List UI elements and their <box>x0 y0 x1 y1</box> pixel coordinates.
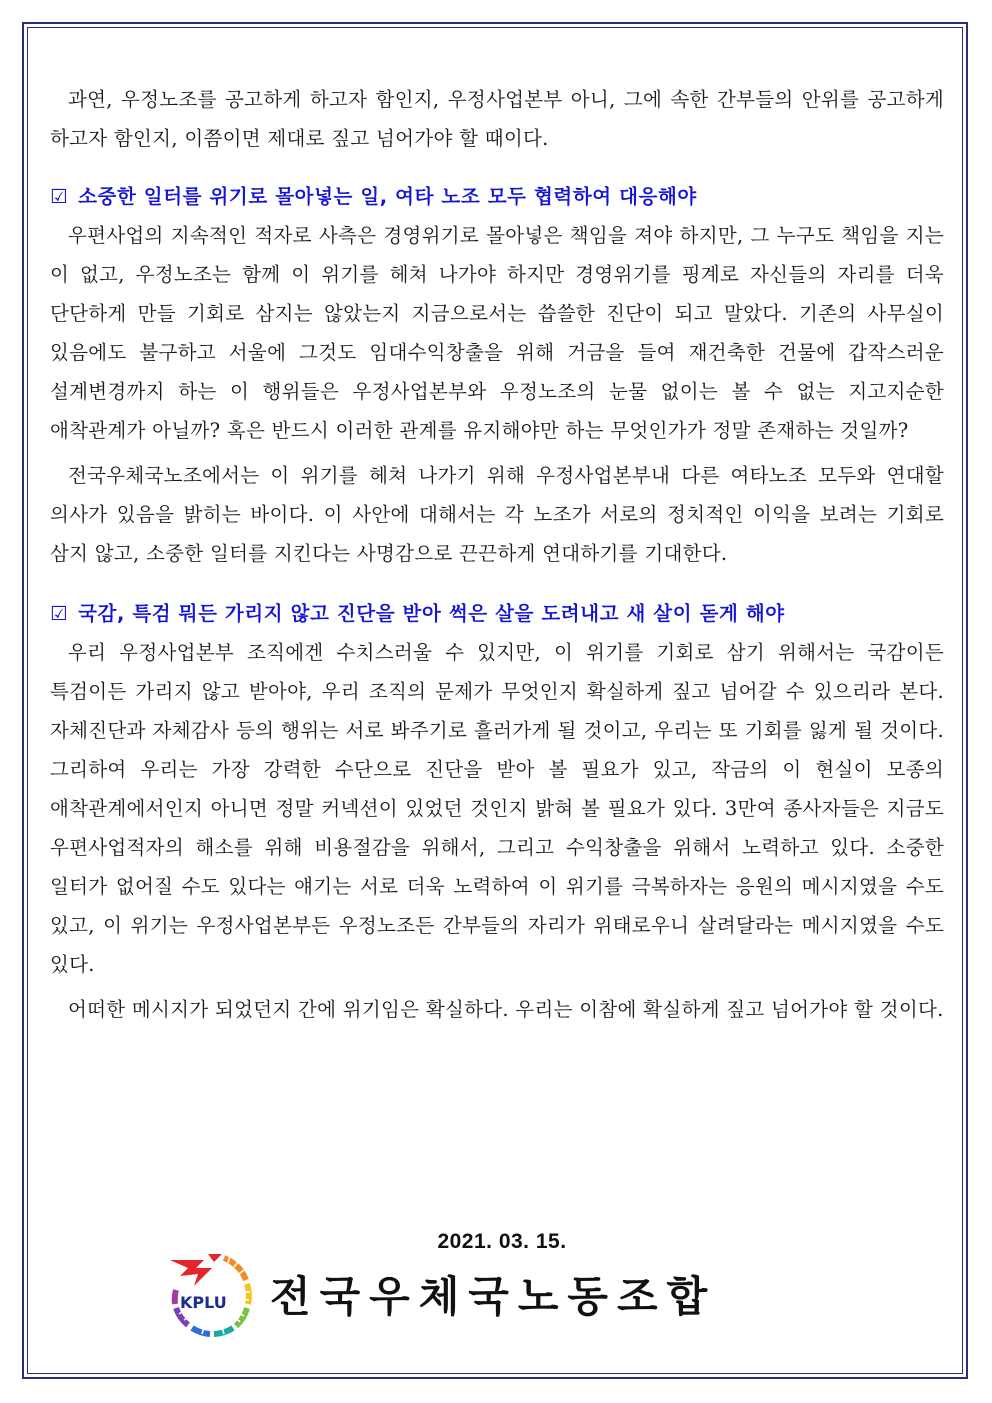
union-logo-graphic <box>164 1246 260 1342</box>
organization-name: 전국우체국노동조합 <box>270 1272 717 1321</box>
section-heading-2 <box>50 595 944 633</box>
section1-paragraph-1: 우편사업의 지속적인 적자로 사측은 경영위기로 몰아넣은 책임을 져야 하지만, 그 누구도 책임을 지는 이 없고, 우정노조는 함께 이 위기를 헤쳐 나가야 하지만 경영위기를 핑계로 자신들의 자리를 더욱 단단하게 만들 기회로 삼지는 않았는지 지금으로서는 씁쓸한 진단이 되고 말았다. 기존의 사무실이 있음에도 불구하고 서울에 그것도 임대수익창출을 위해 거금을 들여 재건축한 건물에 갑작스러운 설계변경까지 하는 이 행위들은 우정사업본부와 우정노조의 눈물 없이는 볼 수 없는 지고지순한 애착관계가 아닐까? 혹은 반드시 이러한 관계를 유지해야만 하는 무엇인가가 정말 존재하는 것일까? <box>50 224 944 442</box>
section-heading-1-text: 소중한 일터를 위기로 몰아넣는 일, 여타 노조 모두 협력하여 대응해야 <box>78 185 697 208</box>
checkbox-icon: ☑ <box>50 602 69 625</box>
intro-paragraph: 과연, 우정노조를 공고하게 하고자 함인지, 우정사업본부 아니, 그에 속한 간부들의 안위를 공고하게 하고자 함인지, 이쯤이면 제대로 짚고 넘어가야 할 때이다. <box>50 88 944 150</box>
section-heading-2-text: 국감, 특검 뭐든 가리지 않고 진단을 받아 썩은 살을 도려내고 새 살이 돋게 해야 <box>78 602 785 625</box>
organization-signature <box>164 1244 716 1344</box>
checkbox-icon: ☑ <box>50 185 69 208</box>
union-logo <box>164 1246 260 1342</box>
logo-abbrev-text: KPLU <box>180 1293 227 1312</box>
section2-paragraph-1: 우리 우정사업본부 조직에겐 수치스러울 수 있지만, 이 위기를 기회로 삼기 위해서는 국감이든 특검이든 가리지 않고 받아야, 우리 조직의 문제가 무엇인지 확실하게 짚고 넘어갈 수 있으리라 본다. 자체진단과 자체감사 등의 행위는 서로 봐주기로 흘러가게 될 것이고, 우리는 또 기회를 잃게 될 것이다. 그리하여 우리는 가장 강력한 수단으로 진단을 받아 볼 필요가 있고, 작금의 이 현실이 모종의 애착관계에서인지 아니면 정말 커넥션이 있었던 것인지 밝혀 볼 필요가 있다. 3만여 종사자들은 지금도 우편사업적자의 해소를 위해 비용절감을 위해서, 그리고 수익창출을 위해서 노력하고 있다. 소중한 일터가 없어질 수도 있다는 얘기는 서로 더욱 노력하여 이 위기를 극복하자는 응원의 메시지였을 수도 있고, 이 위기는 우정사업본부든 우정노조든 간부들의 자리가 위태로우니 살려달라는 메시지였을 수도 있다. <box>50 641 944 976</box>
document-body <box>50 80 944 1029</box>
section2-paragraph-2: 어떠한 메시지가 되었던지 간에 위기임은 확실하다. 우리는 이참에 확실하게 짚고 넘어가야 할 것이다. <box>68 998 944 1021</box>
section1-paragraph-2: 전국우체국노조에서는 이 위기를 헤쳐 나가기 위해 우정사업본부내 다른 여타노조 모두와 연대할 의사가 있음을 밝히는 바이다. 이 사안에 대해서는 각 노조가 서로의 정치적인 이익을 보려는 기회로 삼지 않고, 소중한 일터를 지킨다는 사명감으로 끈끈하게 연대하기를 기대한다. <box>50 464 944 565</box>
document-date: 2021. 03. 15. <box>437 1230 567 1253</box>
section-heading-1 <box>50 178 944 216</box>
